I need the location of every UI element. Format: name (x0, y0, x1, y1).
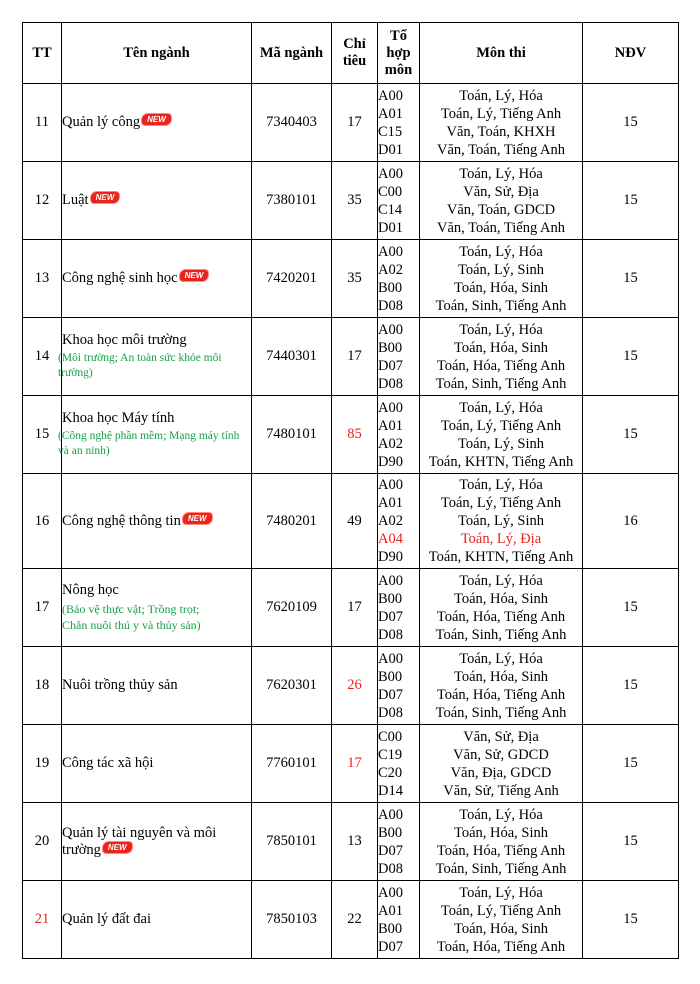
quota-value: 17 (347, 348, 362, 364)
header-combination-line: Tổ (390, 27, 407, 44)
subject-group: Toán, Hóa, Sinh (453, 920, 549, 937)
row-number-cell (23, 725, 62, 803)
major-code: 7440301 (266, 348, 317, 364)
combination-code: D07 (378, 357, 403, 374)
major-name-cell (62, 84, 252, 162)
table-row (23, 474, 679, 569)
subject-group: Toán, Lý, Hóa (459, 243, 543, 260)
combination-code: A01 (378, 902, 403, 919)
row-number-cell (23, 881, 62, 959)
ndv-cell (583, 725, 679, 803)
subject-group: Toán, Lý, Sinh (458, 435, 544, 452)
major-name-cell (62, 162, 252, 240)
subject-group: Toán, Lý, Hóa (459, 321, 543, 338)
subject-group: Toán, Hóa, Sinh (453, 279, 549, 296)
subject-group: Toán, Lý, Hóa (459, 399, 543, 416)
subject-group: Toán, Hóa, Tiếng Anh (436, 938, 566, 955)
subject-group: Toán, Lý, Tiếng Anh (440, 902, 562, 919)
subject-group: Toán, Lý, Sinh (458, 261, 544, 278)
row-number-cell (23, 318, 62, 396)
combination-code: B00 (378, 920, 403, 937)
row-number-cell (23, 162, 62, 240)
row-number: 12 (34, 192, 50, 208)
subject-group: Văn, Sử, Tiếng Anh (443, 782, 559, 799)
major-name: Khoa học môi trường (62, 332, 187, 348)
quota-value: 22 (347, 911, 362, 927)
subject-group: Toán, Hóa, Tiếng Anh (436, 842, 566, 859)
combination-code: D07 (378, 608, 403, 625)
combination-cell (378, 162, 420, 240)
subject-group: Toán, Sinh, Tiếng Anh (435, 375, 567, 392)
ndv-value: 15 (623, 426, 638, 442)
subjects-cell (420, 881, 583, 959)
major-name-cell (62, 647, 252, 725)
combination-cell (378, 318, 420, 396)
row-number: 19 (34, 755, 50, 771)
subject-group: Văn, Toán, GDCD (446, 201, 556, 218)
combination-code: C15 (378, 123, 403, 140)
ndv-value: 15 (623, 677, 638, 693)
row-number: 18 (34, 677, 50, 693)
ndv-cell (583, 318, 679, 396)
header-quota-line: tiêu (342, 53, 367, 69)
major-code-cell (252, 162, 332, 240)
combination-code: D08 (378, 860, 403, 877)
combination-cell (378, 84, 420, 162)
subject-group: Văn, Toán, KHXH (446, 123, 556, 140)
row-number-cell (23, 647, 62, 725)
header-major-name: Tên ngành (62, 23, 252, 84)
combination-code: C00 (378, 183, 403, 200)
combination-code: A02 (378, 435, 403, 452)
subjects-cell (420, 318, 583, 396)
quota-cell (332, 84, 378, 162)
row-number-cell (23, 396, 62, 474)
combination-code: D07 (378, 842, 403, 859)
row-number: 20 (34, 833, 50, 849)
subject-group: Văn, Toán, Tiếng Anh (436, 141, 566, 158)
combination-code: A01 (378, 495, 403, 511)
major-name-cell (62, 569, 252, 647)
subjects-cell (420, 569, 583, 647)
combination-code: A00 (378, 884, 403, 901)
combination-code: A02 (378, 261, 403, 278)
subject-group: Toán, Lý, Hóa (459, 87, 543, 104)
row-number-cell (23, 474, 62, 569)
combination-code: D07 (378, 938, 403, 955)
subject-group: Toán, Lý, Tiếng Anh (440, 495, 562, 511)
major-code-cell (252, 474, 332, 569)
row-number: 16 (34, 512, 50, 529)
quota-cell (332, 318, 378, 396)
combination-code: D08 (378, 375, 403, 392)
subject-group: Toán, Lý, Hóa (459, 650, 543, 667)
major-code: 7620301 (266, 677, 317, 693)
combination-code: B00 (378, 279, 403, 296)
subject-group: Toán, Sinh, Tiếng Anh (435, 860, 567, 877)
major-name-cell (62, 474, 252, 569)
combination-code: B00 (378, 590, 403, 607)
new-badge-icon: NEW (103, 842, 132, 853)
row-number: 13 (34, 270, 50, 286)
subject-group: Toán, Lý, Hóa (459, 165, 543, 182)
subjects-cell (420, 647, 583, 725)
combination-code: D90 (378, 453, 403, 470)
new-badge-icon: NEW (180, 270, 209, 281)
combination-code: B00 (378, 668, 403, 685)
major-specialization-note: (Môi trường; An toàn sức khỏe môi trường) (58, 352, 222, 379)
major-code: 7850101 (266, 833, 317, 849)
subject-group: Toán, Lý, Tiếng Anh (440, 105, 562, 122)
ndv-value: 15 (623, 192, 638, 208)
major-code: 7380101 (266, 192, 317, 208)
subject-group: Toán, Hóa, Sinh (453, 824, 549, 841)
major-code-cell (252, 803, 332, 881)
quota-value: 17 (347, 599, 362, 615)
major-code: 7480201 (266, 512, 317, 529)
combination-cell (378, 803, 420, 881)
combination-cell (378, 881, 420, 959)
major-code-cell (252, 84, 332, 162)
ndv-cell (583, 803, 679, 881)
subject-group: Toán, Hóa, Tiếng Anh (436, 686, 566, 703)
major-name-cell (62, 881, 252, 959)
combination-code: A00 (378, 321, 403, 338)
table-row (23, 240, 679, 318)
table-row (23, 84, 679, 162)
subject-group: Toán, Sinh, Tiếng Anh (435, 704, 567, 721)
major-name-cell (62, 725, 252, 803)
quota-cell (332, 647, 378, 725)
header-combination (378, 23, 420, 84)
ndv-cell (583, 474, 679, 569)
header-subjects: Môn thi (420, 23, 583, 84)
major-code: 7850103 (266, 911, 317, 927)
ndv-value: 15 (623, 270, 638, 286)
combination-code: A01 (378, 105, 403, 122)
quota-value: 13 (347, 833, 362, 849)
subject-group: Toán, Sinh, Tiếng Anh (435, 626, 567, 643)
row-number: 14 (34, 348, 50, 364)
quota-value: 35 (347, 192, 362, 208)
major-name: Công nghệ sinh học (62, 270, 178, 286)
table-row (23, 725, 679, 803)
major-code-cell (252, 318, 332, 396)
major-code: 7420201 (266, 270, 317, 286)
table-row (23, 803, 679, 881)
combination-code: B00 (378, 824, 403, 841)
quota-value: 26 (347, 677, 362, 693)
ndv-cell (583, 647, 679, 725)
subjects-cell (420, 162, 583, 240)
major-code: 7620109 (266, 599, 317, 615)
subject-group: Toán, Lý, Hóa (459, 806, 543, 823)
combination-code: A00 (378, 806, 403, 823)
combination-code: D08 (378, 297, 403, 314)
subject-group: Văn, Địa, GDCD (450, 764, 552, 781)
subject-group: Toán, Lý, Tiếng Anh (440, 417, 562, 434)
subject-group: Toán, Lý, Hóa (459, 884, 543, 901)
new-badge-icon: NEW (91, 192, 120, 203)
subject-group: Toán, Lý, Địa (460, 531, 542, 547)
ndv-value: 16 (623, 512, 638, 529)
combination-cell (378, 396, 420, 474)
row-number-cell (23, 803, 62, 881)
major-name-cell (58, 318, 252, 396)
table-row (23, 162, 679, 240)
ndv-value: 15 (623, 114, 638, 130)
subjects-cell (420, 474, 583, 569)
combination-code: A04 (378, 531, 403, 547)
combination-code: C20 (378, 764, 403, 781)
major-code-cell (252, 240, 332, 318)
ndv-cell (583, 396, 679, 474)
combination-code: C19 (378, 746, 403, 763)
major-code: 7340403 (266, 114, 317, 130)
header-combination-line: hợp (386, 44, 411, 61)
combination-code: D08 (378, 704, 403, 721)
row-number-cell (23, 240, 62, 318)
combination-code: C00 (378, 728, 403, 745)
combination-code: C14 (378, 201, 403, 218)
combination-code: D07 (378, 686, 403, 703)
ndv-value: 15 (623, 599, 638, 615)
subject-group: Toán, KHTN, Tiếng Anh (428, 453, 574, 470)
row-number: 17 (34, 599, 50, 615)
major-name-cell (62, 803, 252, 881)
ndv-cell (583, 881, 679, 959)
major-code: 7760101 (266, 755, 317, 771)
major-code-cell (252, 569, 332, 647)
quota-cell (332, 881, 378, 959)
subject-group: Toán, Hóa, Tiếng Anh (436, 357, 566, 374)
major-name: Khoa học Máy tính (62, 410, 175, 426)
header-quota-line: Chỉ (343, 36, 366, 52)
new-badge-icon: NEW (183, 513, 212, 524)
quota-cell (332, 725, 378, 803)
ndv-value: 15 (623, 755, 638, 771)
row-number-cell (23, 84, 62, 162)
subject-group: Toán, Hóa, Tiếng Anh (436, 608, 566, 625)
subject-group: Toán, KHTN, Tiếng Anh (428, 549, 574, 565)
table-row (23, 647, 679, 725)
table-row (23, 569, 679, 647)
row-number-cell (23, 569, 62, 647)
quota-value: 85 (347, 426, 362, 442)
ndv-value: 15 (623, 911, 638, 927)
combination-code: D14 (378, 782, 403, 799)
major-name: Quản lý tài nguyên và môi (62, 824, 217, 841)
quota-value: 35 (347, 270, 362, 286)
subjects-cell (420, 725, 583, 803)
subject-group: Toán, Hóa, Sinh (453, 590, 549, 607)
quota-cell (332, 240, 378, 318)
major-specialization-line: Chăn nuôi thú y và thủy sản) (62, 618, 201, 632)
combination-code: D90 (378, 549, 403, 565)
subject-group: Toán, Lý, Hóa (459, 572, 543, 589)
combination-code: A00 (378, 477, 403, 493)
combination-code: A00 (378, 87, 403, 104)
header-quota (332, 23, 378, 84)
combination-code: A00 (378, 165, 403, 182)
combination-code: A02 (378, 513, 403, 529)
row-number: 21 (34, 911, 50, 927)
subject-group: Văn, Sử, Địa (463, 183, 539, 200)
major-name: Công nghệ thông tin (62, 512, 181, 529)
major-code: 7480101 (266, 426, 317, 442)
majors-table (22, 22, 679, 959)
subjects-cell (420, 396, 583, 474)
combination-code: D01 (378, 219, 403, 236)
header-ndv: NĐV (583, 23, 679, 84)
major-name: Công tác xã hội (62, 755, 154, 771)
combination-cell (378, 569, 420, 647)
combination-cell (378, 474, 420, 569)
ndv-value: 15 (623, 348, 638, 364)
major-name-cell (58, 396, 252, 474)
new-badge-icon: NEW (142, 114, 171, 125)
quota-value: 49 (347, 512, 362, 529)
major-name: Nuôi trồng thủy sản (62, 677, 178, 693)
ndv-cell (583, 569, 679, 647)
major-name: Quản lý đất đai (62, 911, 151, 927)
major-code-cell (252, 725, 332, 803)
combination-code: A00 (378, 243, 403, 260)
quota-cell (332, 803, 378, 881)
subject-group: Toán, Lý, Hóa (459, 477, 543, 493)
major-name: Quản lý công (62, 114, 141, 130)
header-tt: TT (23, 23, 62, 84)
subjects-cell (420, 803, 583, 881)
subject-group: Văn, Sử, GDCD (453, 746, 549, 763)
subjects-cell (420, 84, 583, 162)
ndv-cell (583, 84, 679, 162)
subject-group: Văn, Sử, Địa (463, 728, 539, 745)
header-combination-line: môn (384, 61, 413, 78)
major-name: Nông học (62, 582, 119, 598)
major-name: Luật (62, 192, 89, 208)
combination-code: D08 (378, 626, 403, 643)
combination-code: A01 (378, 417, 403, 434)
combination-code: A00 (378, 650, 403, 667)
combination-cell (378, 647, 420, 725)
table-row (23, 881, 679, 959)
major-name: trường (62, 841, 101, 858)
combination-code: B00 (378, 339, 403, 356)
ndv-cell (583, 240, 679, 318)
quota-cell (332, 569, 378, 647)
major-code-cell (252, 396, 332, 474)
quota-cell (332, 162, 378, 240)
quota-cell (332, 474, 378, 569)
major-specialization-line: (Bảo vệ thực vật; Trồng trọt; (62, 602, 200, 616)
row-number: 15 (34, 426, 50, 442)
major-code-cell (252, 881, 332, 959)
ndv-value: 15 (623, 833, 638, 849)
subject-group: Văn, Toán, Tiếng Anh (436, 219, 566, 236)
table-row (23, 396, 679, 474)
subjects-cell (420, 240, 583, 318)
quota-value: 17 (347, 755, 362, 771)
header-row (23, 23, 679, 84)
quota-value: 17 (347, 114, 362, 130)
row-number: 11 (35, 114, 49, 130)
major-specialization-note (62, 601, 251, 633)
table-row (23, 318, 679, 396)
quota-cell (332, 396, 378, 474)
combination-code: D01 (378, 141, 403, 158)
major-code-cell (252, 647, 332, 725)
combination-code: A00 (378, 399, 403, 416)
combination-code: A00 (378, 572, 403, 589)
header-major-code: Mã ngành (252, 23, 332, 84)
combination-cell (378, 725, 420, 803)
major-name-cell (62, 240, 252, 318)
combination-cell (378, 240, 420, 318)
subject-group: Toán, Lý, Sinh (458, 513, 544, 529)
ndv-cell (583, 162, 679, 240)
subject-group: Toán, Sinh, Tiếng Anh (435, 297, 567, 314)
major-specialization-note: (Công nghệ phần mềm; Mạng máy tính và an ninh) (58, 430, 240, 457)
subject-group: Toán, Hóa, Sinh (453, 339, 549, 356)
subject-group: Toán, Hóa, Sinh (453, 668, 549, 685)
table-body (23, 84, 679, 959)
